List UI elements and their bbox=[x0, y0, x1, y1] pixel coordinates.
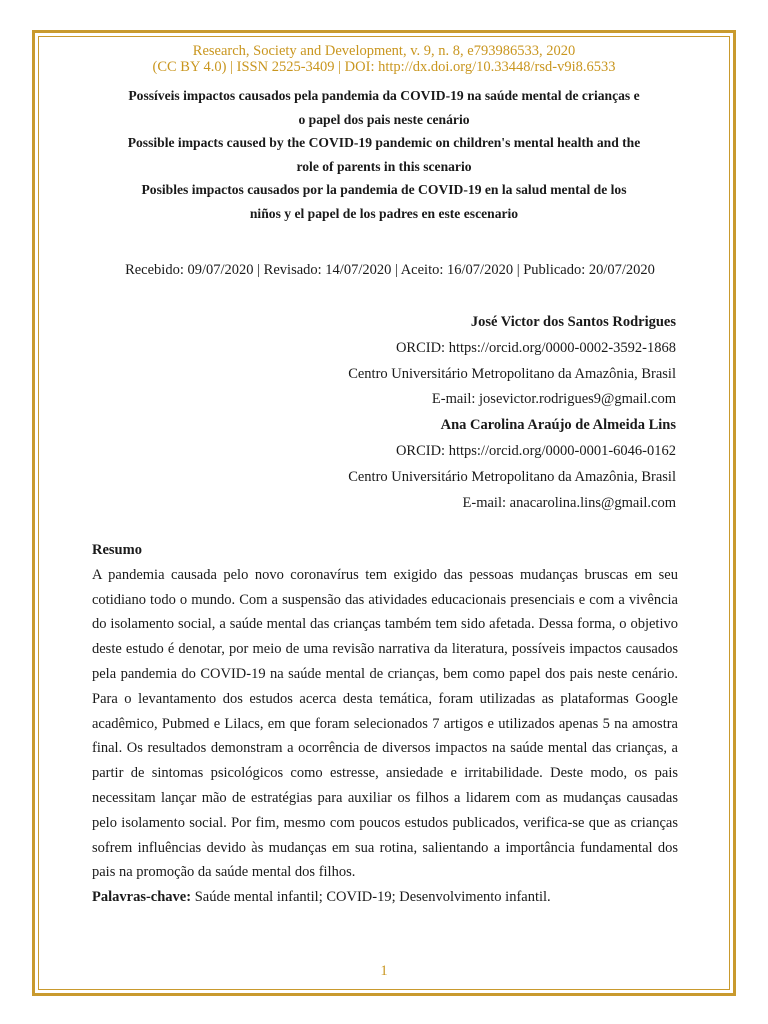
abstract-heading: Resumo bbox=[92, 542, 142, 558]
author-affiliation: Centro Universitário Metropolitano da Amazônia, Brasil bbox=[348, 365, 676, 382]
publication-dates: Recebido: 09/07/2020 | Revisado: 14/07/2020 | Aceito: 16/07/2020 | Publicado: 20/07/2020 bbox=[125, 262, 655, 278]
author-name: Ana Carolina Araújo de Almeida Lins bbox=[440, 417, 676, 434]
author-affiliation: Centro Universitário Metropolitano da Amazônia, Brasil bbox=[348, 468, 676, 485]
author-email: E-mail: anacarolina.lins@gmail.com bbox=[462, 494, 676, 511]
title-es-line2: niños y el papel de los padres en este escenario bbox=[249, 205, 519, 221]
author-orcid: ORCID: https://orcid.org/0000-0001-6046-0162 bbox=[395, 442, 676, 459]
journal-header bbox=[40, 43, 728, 75]
title-en-line1: Possible impacts caused by the COVID-19 pandemic on children's mental health and the bbox=[127, 135, 641, 150]
title-en-line2: role of parents in this scenario bbox=[296, 158, 472, 174]
abstract-body: A pandemia causada pelo novo coronavírus tem exigido das pessoas mudanças bruscas em seu cotidiano todo o mundo. Com a suspensão das atividades educacionais presenciais e com a vivência do isolamento social, a saúde mental das crianças também tem sido afetada. Dessa forma, o objetivo deste estudo é denotar, por meio de uma revisão narrativa da literatura, possíveis impactos causados pela pandemia do COVID-19 na saúde mental de crianças, bem como papel dos pais neste cenário. Para o levantamento dos estudos acerca desta temática, foram utilizadas as plataformas Google acadêmico, Pubmed e Lilacs, em que foram selecionados 7 artigos e utilizados apenas 5 na amostra final. Os resultados demonstram a ocorrência de diversos impactos na saúde mental das crianças, a partir de sintomas psicológicos como estresse, ansiedade e irritabilidade. Deste modo, os pais necessitam lançar mão de estratégias para auxiliar os filhos a lidarem com as mudanças causadas pelo isolamento social. Por fim, mesmo com poucos estudos publicados, verifica-se que as crianças sofrem influências devido às mudanças em sua rotina, salientando a importância fundamental dos pais na promoção da saúde mental dos filhos. bbox=[92, 566, 678, 881]
article-titles bbox=[80, 84, 688, 225]
author-block bbox=[116, 310, 676, 516]
journal-license-line: (CC BY 4.0) | ISSN 2525-3409 | DOI: http://dx.doi.org/10.33448/rsd-v9i8.6533 bbox=[152, 59, 616, 75]
keywords-text: Saúde mental infantil; COVID-19; Desenvolvimento infantil. bbox=[191, 889, 551, 906]
keywords-line bbox=[92, 885, 678, 910]
title-pt-line2: o papel dos pais neste cenário bbox=[298, 111, 470, 127]
journal-citation-line: Research, Society and Development, v. 9, n. 8, e793986533, 2020 bbox=[192, 43, 576, 59]
keywords-label: Palavras-chave: bbox=[92, 889, 192, 906]
author-email: E-mail: josevictor.rodrigues9@gmail.com bbox=[431, 391, 676, 408]
abstract-section bbox=[92, 538, 678, 910]
title-es-line1: Posibles impactos causados por la pandemia de COVID-19 en la salud mental de los bbox=[141, 182, 627, 197]
page-number: 1 bbox=[380, 963, 388, 979]
author-orcid: ORCID: https://orcid.org/0000-0002-3592-1868 bbox=[395, 339, 676, 356]
title-pt-line1: Possíveis impactos causados pela pandemia da COVID-19 na saúde mental de crianças e bbox=[128, 88, 640, 103]
author-name: José Victor dos Santos Rodrigues bbox=[470, 314, 676, 330]
